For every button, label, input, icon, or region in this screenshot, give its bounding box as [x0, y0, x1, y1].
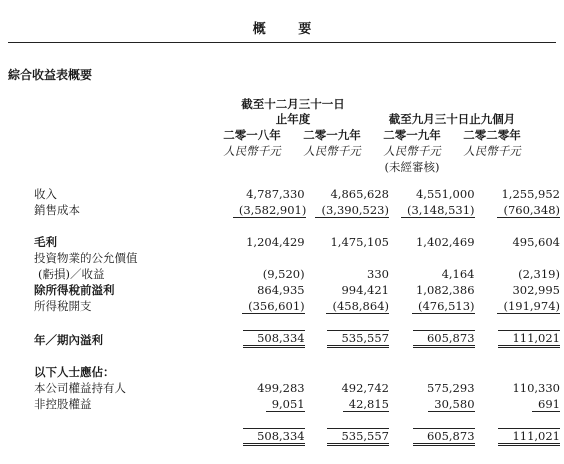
title-rule — [8, 42, 556, 43]
cell-value: 4,787,330 — [246, 187, 305, 201]
cell-value: 4,164 — [441, 267, 475, 281]
section-title: 綜合收益表概要 — [8, 68, 93, 82]
cell-value: 535,557 — [327, 330, 389, 348]
cell-value: 605,873 — [413, 428, 475, 446]
header-unaudited: (未經審核) — [384, 160, 440, 174]
cell-value: (9,520) — [262, 267, 305, 281]
header-year-2018: 二零一八年 — [223, 128, 281, 142]
cell-value: 42,815 — [343, 397, 389, 412]
cell-value: 302,995 — [512, 283, 560, 297]
row-label: 年／期內溢利 — [34, 333, 103, 347]
cell-value: (3,148,531) — [401, 203, 475, 218]
table-row — [0, 428, 564, 446]
row-label: 本公司權益持有人 — [34, 381, 126, 395]
table-row — [0, 186, 564, 202]
cell-value: (760,348) — [497, 203, 560, 218]
income-statement-table — [0, 186, 564, 446]
table-row — [0, 330, 564, 348]
cell-value: (3,582,901) — [233, 203, 307, 218]
cell-value: (2,319) — [518, 267, 560, 281]
cell-value: 508,334 — [243, 330, 305, 348]
cell-value: 1,082,386 — [415, 283, 475, 297]
page-title: 概 要 — [252, 22, 326, 37]
table-row — [0, 298, 564, 314]
table-row — [0, 282, 564, 298]
cell-value: (3,390,523) — [315, 203, 389, 218]
header-unit-2: 人民幣千元 — [303, 144, 361, 158]
row-label: 以下人士應佔： — [34, 365, 115, 379]
row-label: 非控股權益 — [34, 397, 92, 411]
row-label: 收入 — [34, 187, 57, 201]
cell-value: 691 — [532, 397, 560, 412]
cell-value: 575,293 — [426, 381, 475, 395]
header-group2-line1: 截至九月三十日止九個月 — [388, 112, 516, 126]
table-row — [0, 364, 564, 380]
cell-value: 30,580 — [428, 397, 474, 412]
row-label: 銷售成本 — [34, 203, 80, 217]
table-row — [0, 266, 564, 282]
table-row — [0, 250, 564, 266]
table-row — [0, 202, 564, 218]
row-label — [0, 428, 233, 446]
cell-value: 1,475,105 — [330, 235, 389, 249]
cell-value: 994,421 — [341, 283, 389, 297]
cell-value: 499,283 — [257, 381, 305, 395]
table-row — [0, 380, 564, 396]
cell-value: 864,935 — [257, 283, 305, 297]
header-year-2019-9m: 二零一九年 — [383, 128, 441, 142]
row-label: 投資物業的公允價值 — [34, 251, 138, 265]
cell-value: 111,021 — [498, 428, 560, 446]
table-row — [0, 234, 564, 250]
row-label: 除所得稅前溢利 — [34, 283, 115, 297]
cell-value: 9,051 — [266, 397, 305, 412]
cell-value: 492,742 — [341, 381, 389, 395]
cell-value: (191,974) — [497, 299, 560, 314]
cell-value: 605,873 — [413, 330, 475, 348]
row-label: 毛利 — [34, 235, 57, 249]
cell-value: 4,865,628 — [330, 187, 389, 201]
table-row — [0, 396, 564, 412]
cell-value: (458,864) — [326, 299, 389, 314]
cell-value: (356,601) — [242, 299, 305, 314]
header-group1-line1: 截至十二月三十一日 — [241, 97, 345, 111]
row-label: (虧損)／收益 — [38, 267, 105, 281]
header-group1-line2: 止年度 — [275, 112, 311, 126]
cell-value: 330 — [367, 267, 389, 281]
header-unit-1: 人民幣千元 — [223, 144, 281, 158]
cell-value: 110,330 — [512, 381, 560, 395]
cell-value: 4,551,000 — [415, 187, 475, 201]
header-unit-3: 人民幣千元 — [383, 144, 441, 158]
cell-value: 508,334 — [243, 428, 305, 446]
cell-value: 1,255,952 — [501, 187, 560, 201]
row-label: 所得稅開支 — [34, 299, 92, 313]
cell-value: 111,021 — [498, 330, 560, 348]
cell-value: (476,513) — [412, 299, 475, 314]
header-unit-4: 人民幣千元 — [463, 144, 521, 158]
cell-value: 1,402,469 — [415, 235, 475, 249]
cell-value: 535,557 — [327, 428, 389, 446]
cell-value: 495,604 — [512, 235, 560, 249]
cell-value: 1,204,429 — [246, 235, 305, 249]
header-year-2020-9m: 二零二零年 — [463, 128, 521, 142]
header-year-2019: 二零一九年 — [303, 128, 361, 142]
